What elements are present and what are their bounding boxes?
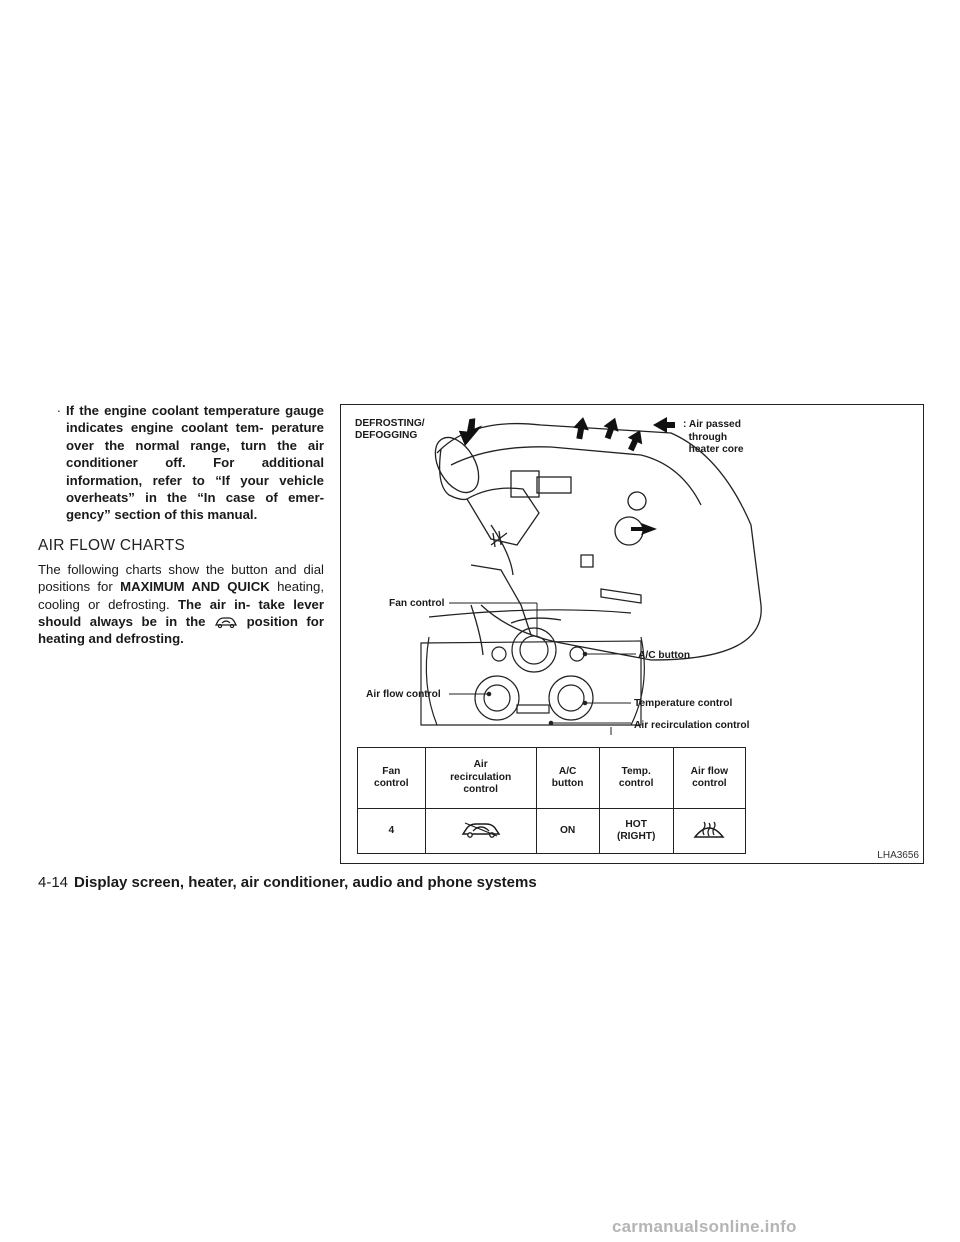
section-title: AIR FLOW CHARTS — [38, 536, 186, 554]
paragraph-text-1: The following charts show the button and dial positions for — [38, 561, 324, 595]
figure-code: LHA3656 — [877, 850, 919, 861]
control-panel-illustration — [421, 610, 644, 725]
front-defrost-icon — [692, 817, 726, 841]
bullet-marker: · — [56, 403, 61, 418]
cell-temp: HOT (RIGHT) — [599, 809, 673, 854]
legend-label: : Air passed through heater core — [683, 419, 744, 455]
chapter-title: Display screen, heater, air conditioner, audio and phone systems — [74, 874, 537, 891]
bullet-text: If the engine coolant temperature gauge indicates engine coolant tem- perature over the normal range, turn the air conditioner off. For additional information, refer to “If your vehicle overheats” in the “In case of emer- gency” section of this manual. — [66, 403, 324, 523]
recirculation-car-icon — [214, 615, 238, 629]
callout-air-flow-control: Air flow control — [366, 689, 441, 700]
callout-ac-button: A/C button — [638, 650, 691, 661]
table-row — [358, 809, 746, 854]
callout-fan-control: Fan control — [389, 598, 445, 609]
recirculation-car-icon — [459, 819, 503, 839]
air-flow-figure — [340, 404, 924, 864]
page-number: 4-14 — [38, 874, 69, 891]
air-flow-settings-table — [357, 747, 746, 854]
dashboard-illustration — [426, 424, 761, 660]
header-temp-control: Temp. control — [599, 748, 673, 809]
header-fan-control: Fan control — [358, 748, 426, 809]
airflow-arrows — [457, 415, 675, 535]
table-header-row — [358, 748, 746, 809]
header-ac-button: A/C button — [536, 748, 599, 809]
cell-air-flow — [673, 809, 745, 854]
paragraph-bold-2: The air in- take lever should always be in the — [38, 596, 324, 630]
warning-bullet — [38, 402, 324, 524]
header-air-recirculation: Air recirculation control — [425, 748, 536, 809]
defrost-label: DEFROSTING/ DEFOGGING — [355, 418, 425, 441]
paragraph-bold-1: MAXIMUM AND QUICK — [120, 579, 270, 595]
callout-temperature-control: Temperature control — [634, 698, 733, 709]
paragraph-bold-3: position for heating and defrosting. — [38, 614, 324, 647]
intro-paragraph — [38, 561, 324, 648]
page-footer — [38, 874, 537, 891]
header-air-flow-control: Air flow control — [673, 748, 745, 809]
callout-air-recirculation-control: Air recirculation control — [634, 720, 750, 731]
cell-fan: 4 — [358, 809, 426, 854]
cell-recirculation — [425, 809, 536, 854]
left-column — [38, 402, 324, 648]
cell-ac: ON — [536, 809, 599, 854]
paragraph-text-2: heating, cooling or defrosting. — [38, 579, 324, 612]
watermark: carmanualsonline.info — [612, 1217, 797, 1236]
